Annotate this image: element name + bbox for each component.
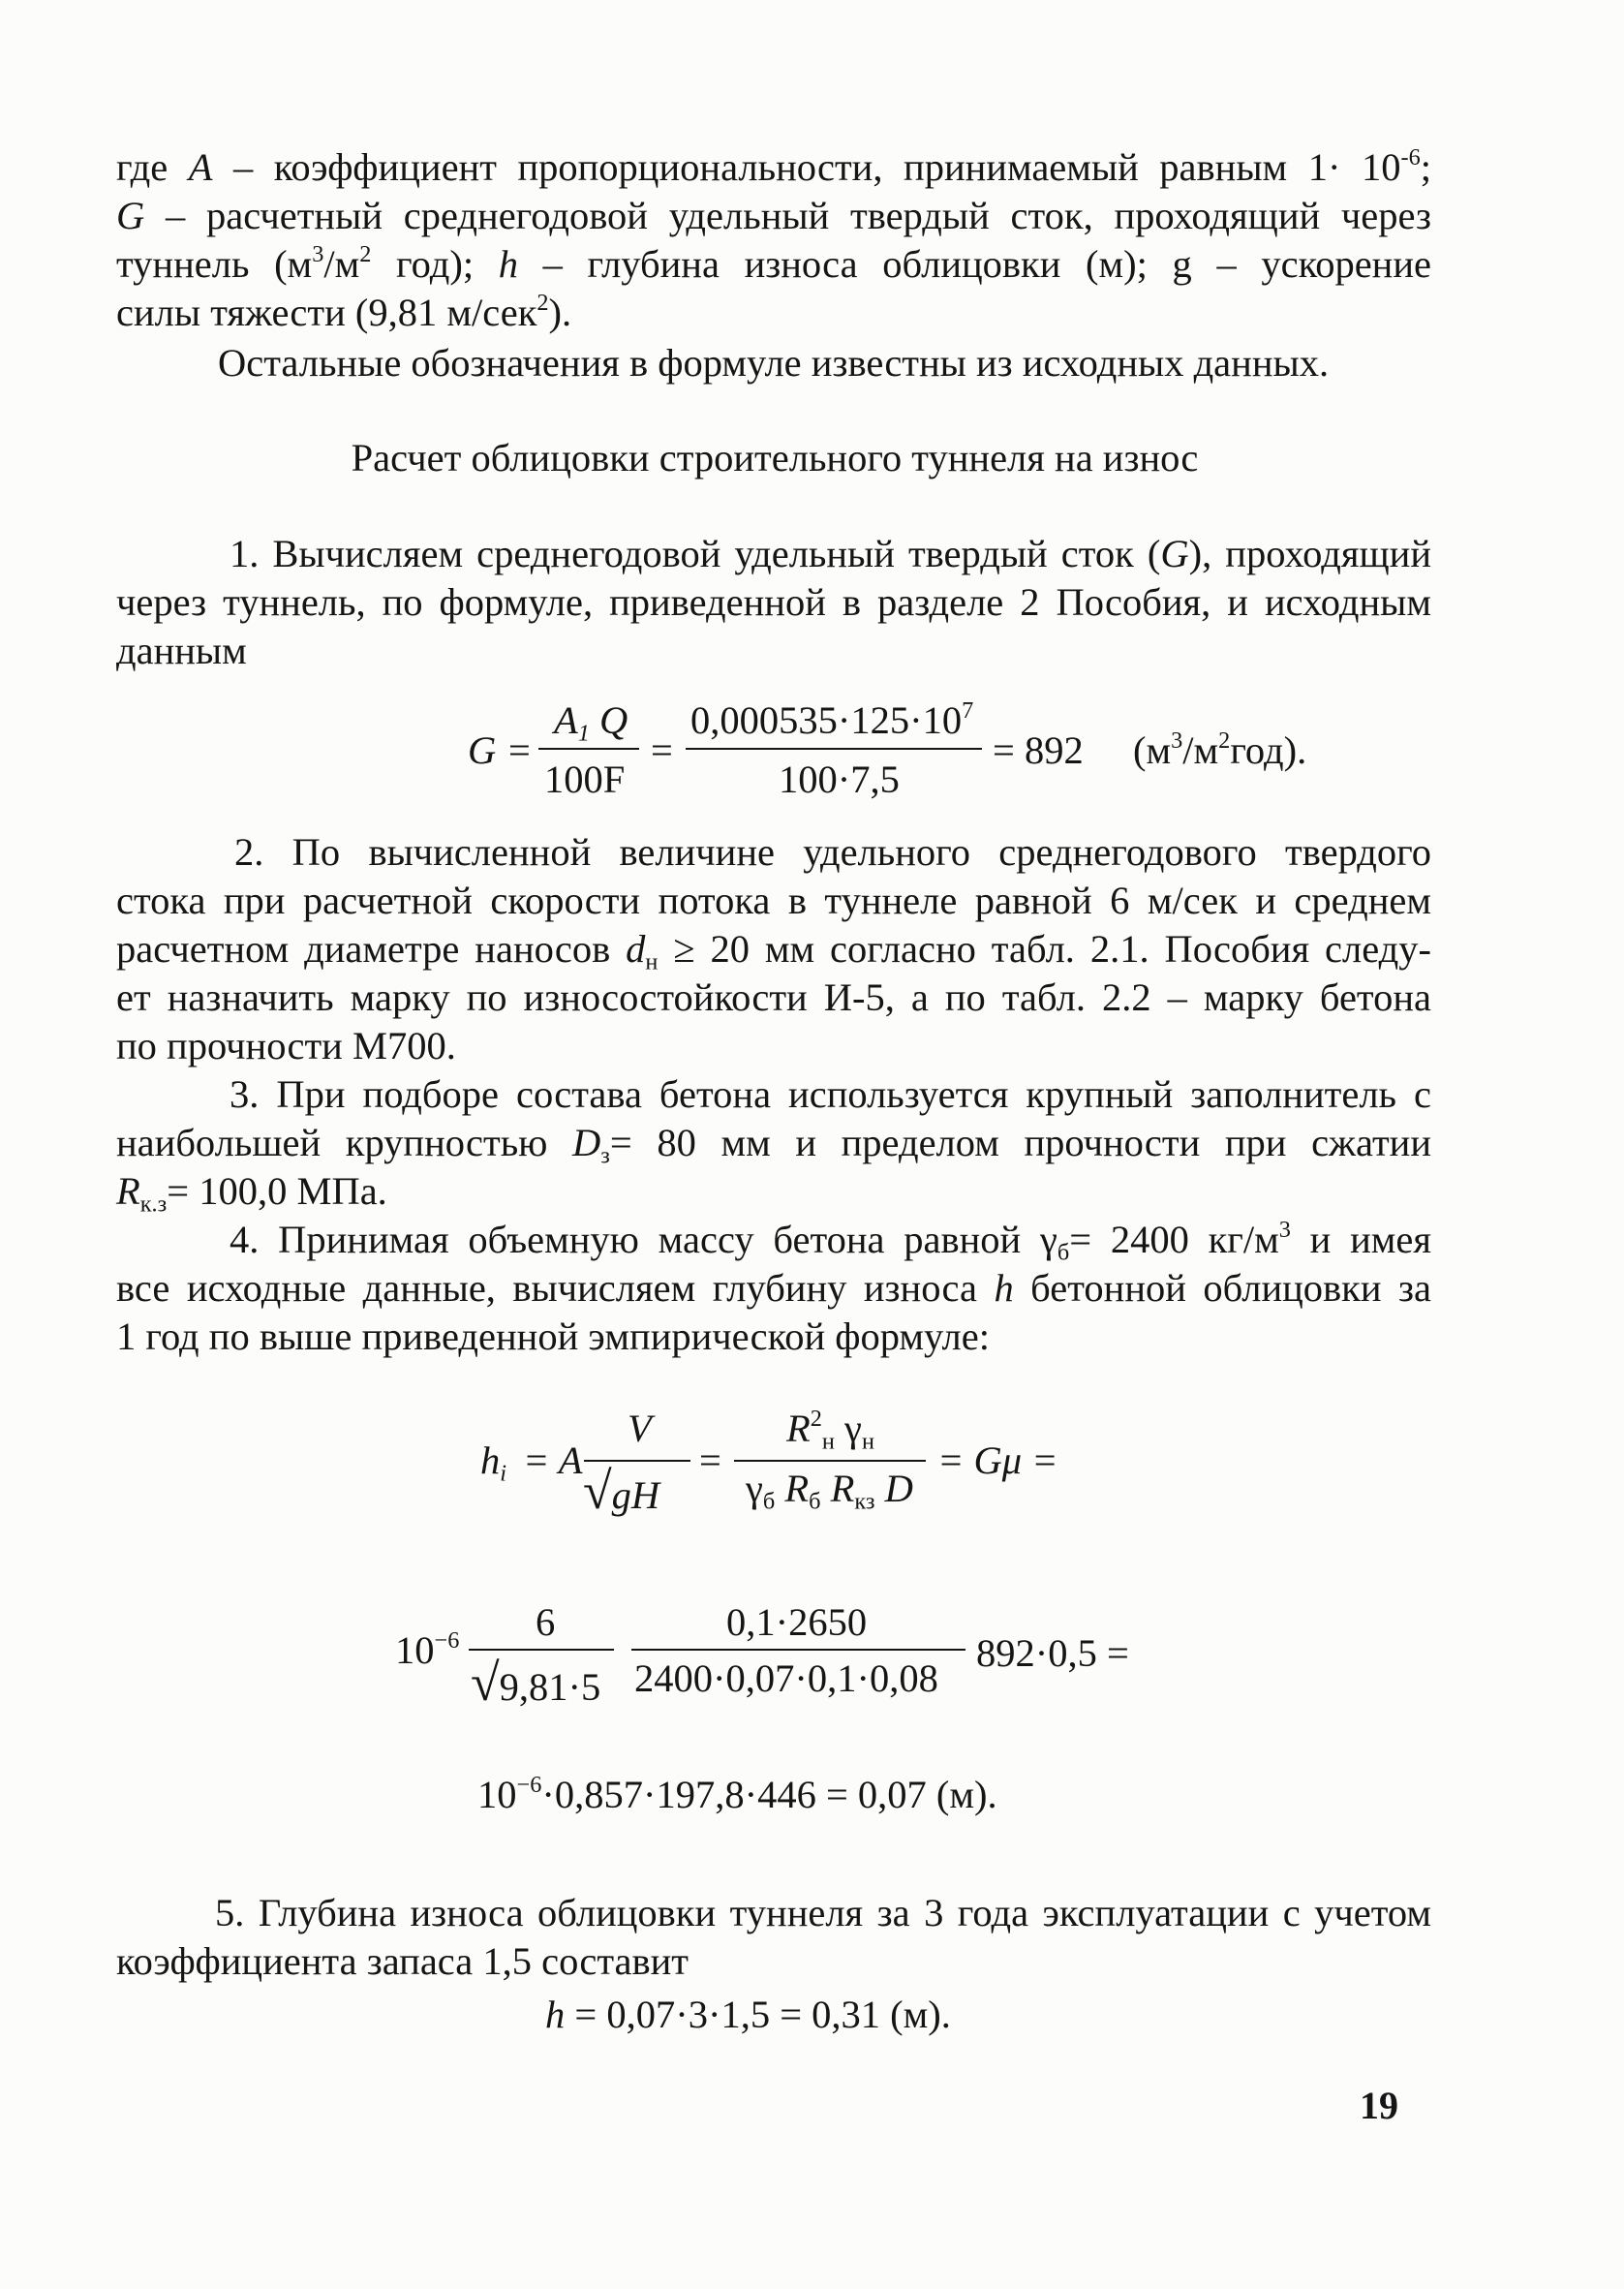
step4-line-1: 4. Принимая объемную массу бетона равной $\gamma_б= 2400$ $кг/м^3$ и имея	[230, 1217, 1431, 1266]
formula-g-num2: $0,000535\cdot 125\cdot 10^7$	[690, 697, 974, 742]
fraction-bar	[631, 1649, 965, 1651]
step1-line-3: данным	[116, 629, 247, 672]
step3-line-1: 3. При подборе состава бетона используется крупный заполнитель с	[230, 1072, 1431, 1116]
formula-num-tail: 892·0,5 =	[976, 1631, 1129, 1675]
formula-num-den1: √9,81·5	[471, 1654, 601, 1712]
step2-line-1: 2. По вычисленной величине удельного среднегодового твердого	[234, 830, 1431, 874]
step2-line-3: расчетном диаметре наносов $d_н \ge 20$ мм согласно табл. 2.1. Пособия следу-	[116, 927, 1431, 975]
formula-num-num2: 0,1·2650	[726, 1600, 868, 1644]
step2-line-5: по прочности М700.	[116, 1024, 456, 1067]
intro-line-2: G – расчетный среднегодовой удельный твердый сток, проходящий через	[116, 194, 1431, 237]
step2-line-4: ет назначить марку по износостойкости И-5, а по табл. 2.2 – марку бетона	[116, 975, 1431, 1019]
formula-g-den2: 100·7,5	[779, 758, 900, 801]
formula-h-lhs: $h_i$	[480, 1438, 507, 1487]
intro-line-4: силы тяжести (9,81 м/сек$^2$).	[116, 290, 572, 334]
formula-g-den1: 100F	[544, 758, 626, 801]
formula-total-wear: h = 0,07·3·1,5 = 0,31 (м).	[545, 1993, 951, 2036]
step3-line-2: наибольшей крупностью $D_з= 80$ мм и пределом прочности при сжатии	[116, 1121, 1431, 1169]
step2-line-2: стока при расчетной скорости потока в туннеле равной 6 м/сек и среднем	[116, 879, 1431, 922]
formula-result: $10^{-6}\cdot 0,857\cdot 197,8\cdot 446 = 0,07$ (м).	[477, 1772, 997, 1816]
formula-h-num1: V	[628, 1407, 652, 1450]
fraction-bar	[734, 1460, 926, 1462]
intro-line-1: где A – коэффициент пропорциональности, принимаемый равным $1\cdot 10^{-6}$;	[116, 144, 1431, 189]
step1-line-2: через туннель, по формуле, приведенной в разделе 2 Пособия, и исходным	[116, 580, 1431, 624]
formula-g-unit: $(м^3/м^2год)$.	[1133, 727, 1307, 772]
step1-line-1: 1. Вычисляем среднегодовой удельный твердый сток (G), проходящий	[230, 532, 1431, 575]
formula-num-pre: $10^{-6}$	[395, 1627, 460, 1672]
step4-line-2: все исходные данные, вычисляем глубину износа h бетонной облицовки за	[116, 1266, 1431, 1310]
intro-line-5: Остальные обозначения в формуле известны из исходных данных.	[218, 341, 1330, 385]
formula-g-lhs: G =	[468, 728, 533, 772]
formula-g-eq: =	[651, 728, 673, 772]
formula-h-den2: $\gamma_б$ $R_б$ $R_{кз}$ D	[746, 1467, 913, 1515]
formula-g-result: = 892	[993, 728, 1084, 772]
formula-g-num1: $A_1$ Q	[554, 698, 628, 747]
step5-line-1: 5. Глубина износа облицовки туннеля за 3 года эксплуатации с учетом	[215, 1891, 1431, 1934]
intro-line-3: туннель ($м^3/м^2$ год); h – глубина износа облицовки (м); g – ускорение	[116, 241, 1431, 286]
section-heading: Расчет облицовки строительного туннеля на износ	[351, 436, 1199, 479]
formula-num-den2: 2400·0,07·0,1·0,08	[634, 1656, 938, 1700]
fraction-bar	[469, 1649, 614, 1651]
formula-h-tail: = Gμ =	[937, 1438, 1058, 1482]
formula-h-den1: √gH	[583, 1462, 660, 1520]
formula-h-eq2: =	[699, 1438, 721, 1482]
fraction-bar	[538, 748, 639, 750]
formula-num-num1: 6	[536, 1600, 556, 1644]
formula-h-num2: $R^2_н$ $\gamma_н$	[786, 1406, 874, 1455]
step5-line-2: коэффициента запаса 1,5 составит	[116, 1939, 689, 1983]
formula-h-eq-a: = A	[523, 1438, 583, 1482]
fraction-bar	[686, 748, 982, 750]
step3-line-3: $R_{к.з}= 100,0$ МПа.	[116, 1169, 387, 1218]
page-number: 19	[1360, 2084, 1398, 2127]
step4-line-3: 1 год по выше приведенной эмпирической формуле:	[116, 1315, 990, 1358]
